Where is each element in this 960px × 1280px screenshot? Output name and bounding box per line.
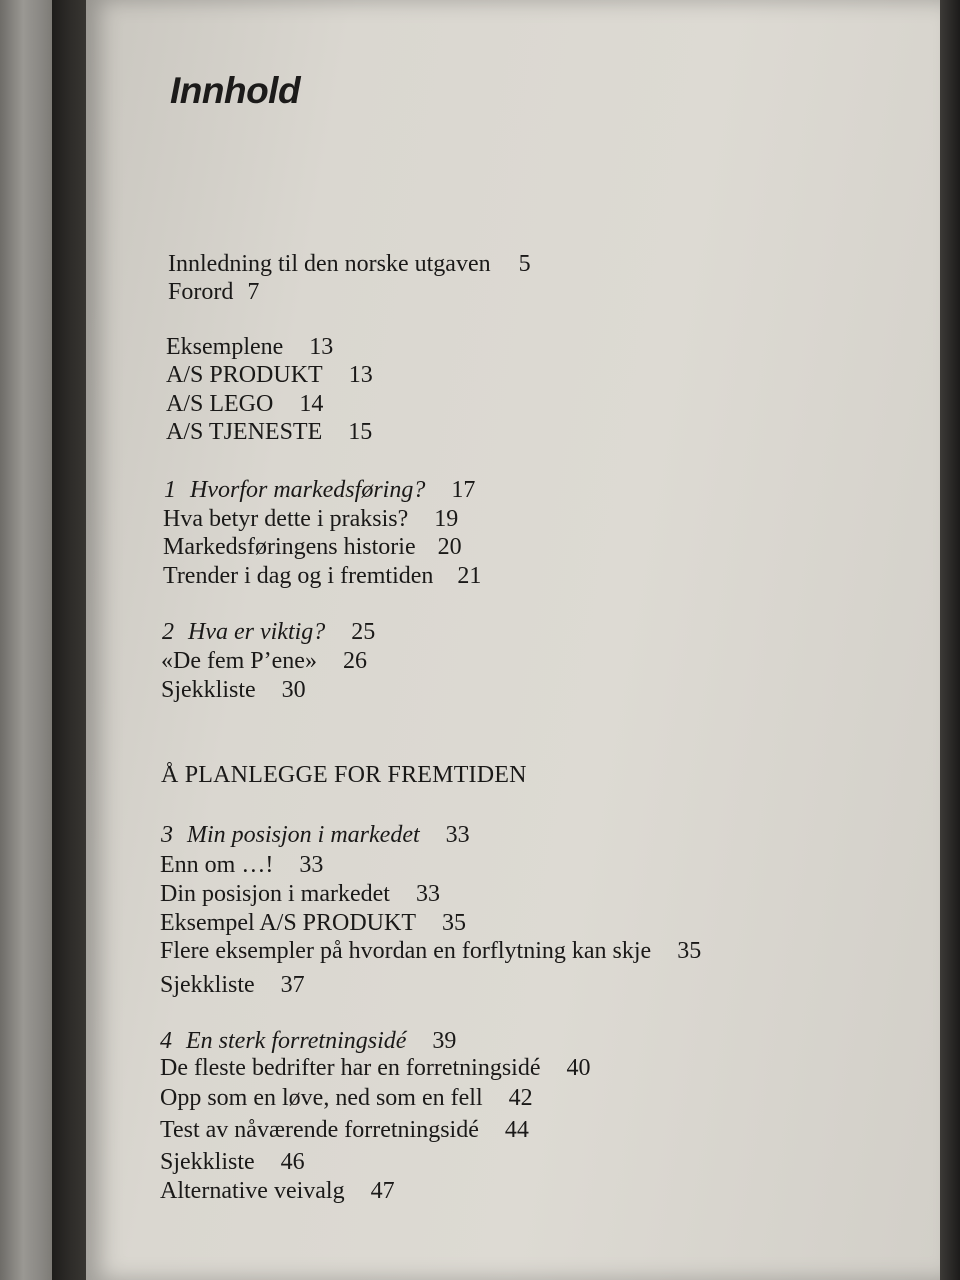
toc-entry-page: 42: [508, 1085, 533, 1111]
toc-entry-title: Innledning til den norske utgaven: [168, 251, 491, 277]
toc-entry: [168, 278, 259, 306]
chapter-number: 1: [164, 477, 176, 503]
toc-entry: [166, 390, 323, 418]
toc-entry-title: A/S TJENESTE: [166, 419, 323, 445]
toc-entry: [166, 418, 372, 446]
toc-entry-page: 35: [442, 910, 467, 936]
toc-entry: [160, 937, 701, 965]
toc-entry: [168, 250, 531, 278]
toc-entry-title: A/S PRODUKT: [166, 362, 323, 388]
toc-entry-title: Test av nåværende forretningsidé: [160, 1117, 479, 1143]
part-title: Å PLANLEGGE FOR FREMTIDEN: [161, 762, 527, 788]
toc-entry-page: 17: [451, 477, 476, 503]
toc-entry: [160, 1148, 305, 1176]
toc-entry-page: 46: [280, 1149, 305, 1175]
toc-entry: [160, 851, 323, 879]
toc-entry-title: Forord: [168, 279, 234, 305]
toc-entry-page: 39: [432, 1028, 457, 1054]
toc-entry: [160, 1177, 395, 1205]
toc-entry-title: Hva betyr dette i praksis?: [163, 506, 409, 532]
toc-entry-page: 13: [348, 362, 373, 388]
toc-chapter: [161, 821, 470, 849]
toc-entry-title: «De fem P’ene»: [161, 648, 317, 674]
chapter-number: 4: [160, 1028, 172, 1054]
toc-entry-page: 30: [281, 677, 306, 703]
toc-entry-title: A/S LEGO: [166, 391, 274, 417]
toc-entry: [166, 361, 373, 389]
toc-entry-page: 20: [437, 534, 462, 560]
toc-entry-page: 33: [445, 822, 470, 848]
toc-chapter: [160, 1027, 456, 1055]
toc-entry-page: 26: [342, 648, 367, 674]
toc-entry-page: 14: [299, 391, 324, 417]
chapter-title: Hvorfor markedsføring?: [190, 477, 426, 503]
toc-entry-title: Din posisjon i markedet: [160, 881, 390, 907]
toc-entry-title: Trender i dag og i fremtiden: [163, 563, 434, 589]
toc-entry-title: Eksemplene: [166, 334, 284, 360]
toc-entry: [163, 505, 458, 533]
page-title: Innhold: [170, 70, 301, 111]
toc-entry-page: 25: [351, 619, 376, 645]
toc-entry-title: Markedsføringens historie: [163, 534, 416, 560]
toc-entry-page: 44: [504, 1117, 529, 1143]
toc-entry: [161, 676, 306, 704]
toc-entry: [166, 333, 333, 361]
toc-entry-title: Sjekkliste: [161, 677, 256, 703]
toc-entry-page: 37: [280, 972, 305, 998]
toc-entry-page: 15: [348, 419, 373, 445]
chapter-title: En sterk forretningsidé: [186, 1028, 407, 1054]
toc-entry: [163, 562, 481, 590]
toc-entry: [160, 1116, 529, 1144]
toc-entry-page: 35: [677, 938, 702, 964]
toc-entry-page: 5: [518, 251, 531, 277]
toc-entry-page: 33: [415, 881, 440, 907]
toc-entry-title: Sjekkliste: [160, 1149, 255, 1175]
toc-entry: [160, 1084, 533, 1112]
toc-entry-page: 40: [566, 1055, 591, 1081]
toc-entry: [160, 909, 466, 937]
toc-entry-title: Sjekkliste: [160, 972, 255, 998]
toc-entry-title: Opp som en løve, ned som en fell: [160, 1085, 483, 1111]
toc-entry-title: Flere eksempler på hvordan en forflytning kan skje: [160, 938, 652, 964]
toc-chapter: [162, 618, 375, 646]
chapter-title: Hva er viktig?: [188, 619, 326, 645]
toc-entry: [161, 647, 367, 675]
toc-entry-page: 33: [299, 852, 324, 878]
toc-entry: [163, 533, 462, 561]
toc-part-heading: [161, 761, 527, 789]
toc-entry-title: Eksempel A/S PRODUKT: [160, 910, 417, 936]
toc-entry-page: 21: [457, 563, 482, 589]
toc-entry-title: Alternative veivalg: [160, 1178, 345, 1204]
chapter-number: 2: [162, 619, 174, 645]
toc-chapter: [164, 476, 475, 504]
toc-entry-page: 7: [247, 279, 260, 305]
toc-entry-page: 47: [370, 1178, 395, 1204]
toc-entry-page: 19: [434, 506, 459, 532]
toc-entry-title: Enn om …!: [160, 852, 274, 878]
chapter-number: 3: [161, 822, 173, 848]
toc-entry-title: De fleste bedrifter har en forretningsidé: [160, 1055, 541, 1081]
toc-entry: [160, 1054, 591, 1082]
toc-entry-page: 13: [309, 334, 334, 360]
chapter-title: Min posisjon i markedet: [187, 822, 420, 848]
toc-entry: [160, 880, 440, 908]
toc-entry: [160, 971, 305, 999]
